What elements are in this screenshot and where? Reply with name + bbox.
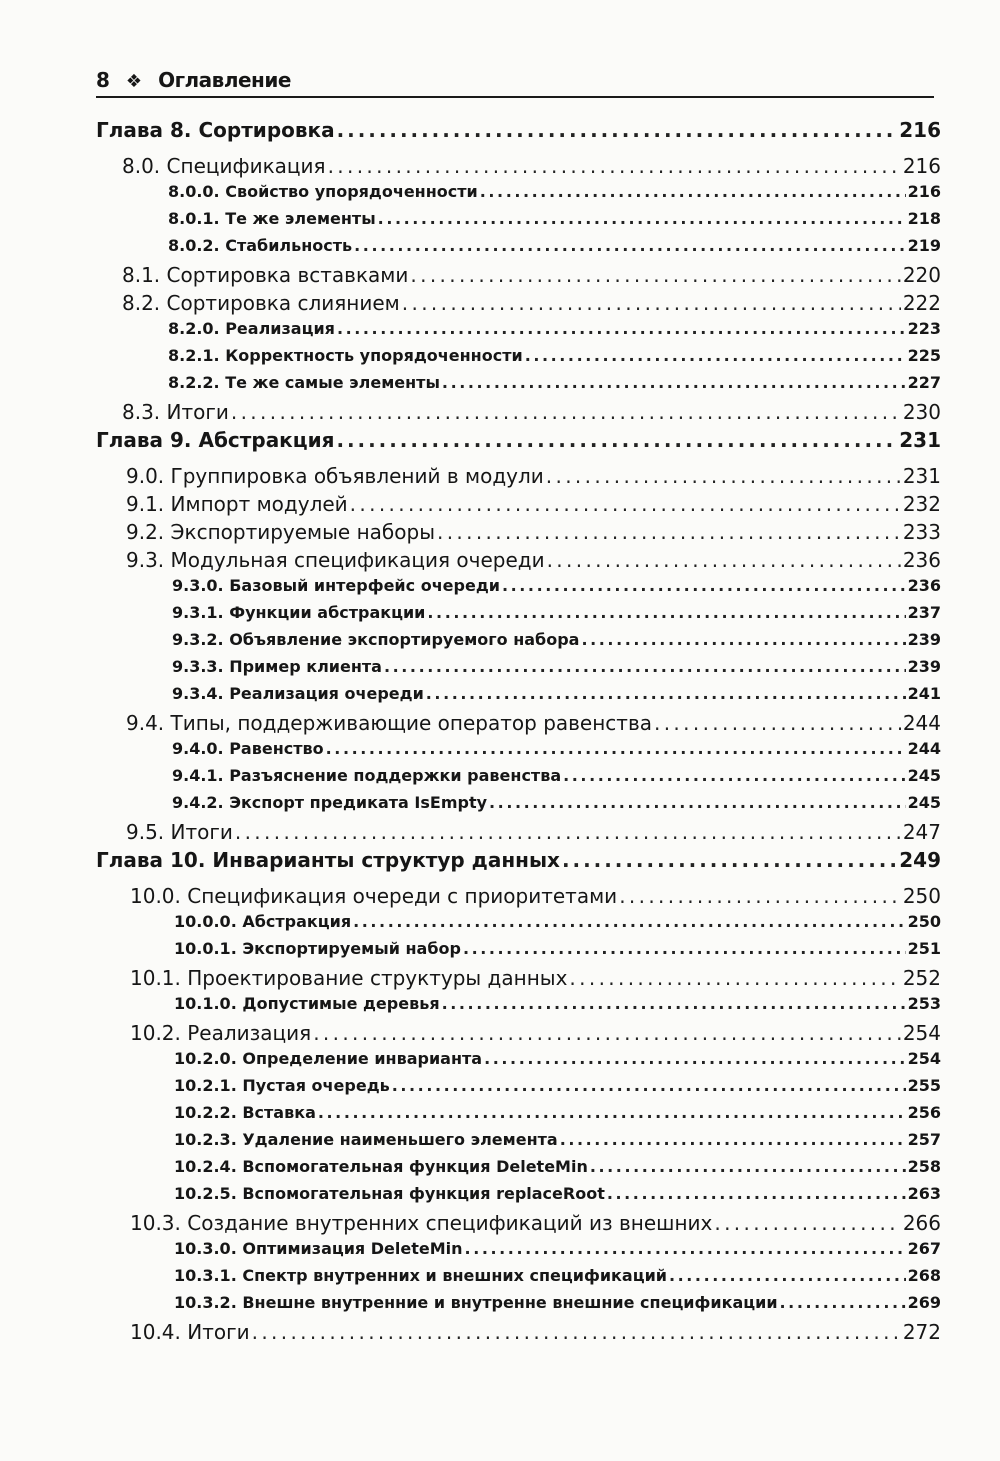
toc-entry-title: 9.3.1. Функции абстракции xyxy=(172,603,426,622)
toc-entry-title: 10.0.1. Экспортируемый набор xyxy=(174,939,461,958)
toc-entry-title: 8.2. Сортировка слиянием xyxy=(122,291,400,315)
toc-entry-page: 244 xyxy=(907,739,941,758)
toc-chapter-entry xyxy=(96,118,941,154)
toc-subsection-entry xyxy=(96,1076,941,1103)
toc-entry-title: 9.4.2. Экспорт предиката IsEmpty xyxy=(172,793,488,812)
toc-entry-title: 10.2.4. Вспомогательная функция DeleteMin xyxy=(174,1157,588,1176)
toc-subsection-entry xyxy=(96,1049,941,1076)
toc-section-entry xyxy=(96,400,941,428)
toc-entry-page: 236 xyxy=(902,548,941,572)
toc-entry-title: 10.2. Реализация xyxy=(130,1021,312,1045)
toc-entry-title: 10.0.0. Абстракция xyxy=(174,912,352,931)
dot-leader xyxy=(442,373,906,392)
toc-entry-page: 250 xyxy=(907,912,941,931)
toc-section-entry xyxy=(96,548,941,576)
toc-entry-title: Глава 8. Сортировка xyxy=(96,118,335,142)
dot-leader xyxy=(402,291,901,315)
dot-leader xyxy=(328,154,901,178)
toc-entry-title: 9.3. Модульная спецификация очереди xyxy=(126,548,545,572)
toc-subsection-entry xyxy=(96,1239,941,1266)
toc-entry-page: 253 xyxy=(907,994,941,1013)
dot-leader xyxy=(465,1239,906,1258)
toc-entry-title: 8.0. Спецификация xyxy=(122,154,326,178)
toc-entry-title: 9.0. Группировка объявлений в модули xyxy=(126,464,544,488)
toc-section-entry xyxy=(96,1320,941,1348)
dot-leader xyxy=(619,884,901,908)
toc-entry-title: 9.5. Итоги xyxy=(126,820,233,844)
toc-section-entry xyxy=(96,263,941,291)
toc-entry-page: 236 xyxy=(907,576,941,595)
dot-leader xyxy=(410,263,900,287)
toc-section-entry xyxy=(96,884,941,912)
toc-entry-title: 8.0.0. Свойство упорядоченности xyxy=(168,182,478,201)
toc-entry-title: 9.3.4. Реализация очереди xyxy=(172,684,424,703)
dot-leader xyxy=(337,118,898,142)
toc-entry-page: 257 xyxy=(907,1130,941,1149)
dot-leader xyxy=(442,994,906,1013)
dot-leader xyxy=(484,1049,905,1068)
toc-subsection-entry xyxy=(96,603,941,630)
dot-leader xyxy=(326,739,906,758)
toc-subsection-entry xyxy=(96,319,941,346)
toc-subsection-entry xyxy=(96,939,941,966)
toc-entry-page: 239 xyxy=(907,657,941,676)
toc-entry-title: 8.2.1. Корректность упорядоченности xyxy=(168,346,523,365)
toc-entry-page: 250 xyxy=(902,884,941,908)
dot-leader xyxy=(581,630,905,649)
dot-leader xyxy=(780,1293,906,1312)
toc-entry-page: 225 xyxy=(907,346,941,365)
dot-leader xyxy=(714,1211,900,1235)
dot-leader xyxy=(669,1266,906,1285)
toc-entry-title: Глава 10. Инварианты структур данных xyxy=(96,848,560,872)
toc-entry-title: 10.4. Итоги xyxy=(130,1320,250,1344)
dot-leader xyxy=(231,400,901,424)
dot-leader xyxy=(547,548,901,572)
toc-entry-page: 216 xyxy=(902,154,941,178)
toc-section-entry xyxy=(96,966,941,994)
toc-entry-page: 218 xyxy=(907,209,941,228)
toc-entry-page: 239 xyxy=(907,630,941,649)
toc-entry-title: 10.3.0. Оптимизация DeleteMin xyxy=(174,1239,463,1258)
toc-subsection-entry xyxy=(96,994,941,1021)
toc-subsection-entry xyxy=(96,1103,941,1130)
dot-leader xyxy=(426,684,906,703)
toc-entry-page: 227 xyxy=(907,373,941,392)
toc-chapter-entry xyxy=(96,848,941,884)
toc-entry-page: 272 xyxy=(902,1320,941,1344)
toc-entry-page: 266 xyxy=(902,1211,941,1235)
toc-section-entry xyxy=(96,820,941,848)
toc-section-entry xyxy=(96,492,941,520)
toc-subsection-entry xyxy=(96,739,941,766)
toc-entry-title: 9.4.0. Равенство xyxy=(172,739,324,758)
toc-subsection-entry xyxy=(96,209,941,236)
toc-entry-title: 9.3.2. Объявление экспортируемого набора xyxy=(172,630,580,649)
toc-entry-page: 231 xyxy=(902,464,941,488)
dot-leader xyxy=(502,576,906,595)
toc-entry-title: 8.0.2. Стабильность xyxy=(168,236,353,255)
dot-leader xyxy=(427,603,905,622)
toc-subsection-entry xyxy=(96,182,941,209)
page-number: 8 xyxy=(96,68,110,92)
toc-entry-title: 8.1. Сортировка вставками xyxy=(122,263,409,287)
toc-entry-page: 244 xyxy=(902,711,941,735)
toc-entry-page: 255 xyxy=(907,1076,941,1095)
toc-entry-title: 9.3.0. Базовый интерфейс очереди xyxy=(172,576,500,595)
dot-leader xyxy=(336,428,897,452)
toc-subsection-entry xyxy=(96,1293,941,1320)
toc-entry-page: 231 xyxy=(899,428,941,452)
toc-subsection-entry xyxy=(96,657,941,684)
dot-leader xyxy=(350,492,901,516)
dot-leader xyxy=(384,657,906,676)
toc-subsection-entry xyxy=(96,684,941,711)
toc-entry-title: 10.3. Создание внутренних спецификаций из внешних xyxy=(130,1211,713,1235)
toc-entry-page: 233 xyxy=(902,520,941,544)
toc-subsection-entry xyxy=(96,373,941,400)
toc-entry-page: 245 xyxy=(907,793,941,812)
dot-leader xyxy=(590,1157,906,1176)
dot-leader xyxy=(563,766,905,785)
dot-leader xyxy=(318,1103,906,1122)
toc-entry-page: 268 xyxy=(907,1266,941,1285)
toc-entry-title: 10.2.3. Удаление наименьшего элемента xyxy=(174,1130,558,1149)
toc-section-entry xyxy=(96,464,941,492)
toc-entry-page: 232 xyxy=(902,492,941,516)
dot-leader xyxy=(235,820,901,844)
toc-section-entry xyxy=(96,520,941,548)
toc-entry-title: 10.0. Спецификация очереди с приоритетами xyxy=(130,884,618,908)
dot-leader xyxy=(252,1320,901,1344)
toc-section-entry xyxy=(96,154,941,182)
toc-entry-page: 251 xyxy=(907,939,941,958)
dot-leader xyxy=(354,236,905,255)
toc-entry-title: 10.1. Проектирование структуры данных xyxy=(130,966,568,990)
toc-section-entry xyxy=(96,1211,941,1239)
dot-leader xyxy=(313,1021,901,1045)
toc-subsection-entry xyxy=(96,1130,941,1157)
toc-entry-page: 230 xyxy=(902,400,941,424)
toc-entry-page: 216 xyxy=(907,182,941,201)
toc-entry-title: 9.2. Экспортируемые наборы xyxy=(126,520,435,544)
dot-leader xyxy=(560,1130,906,1149)
toc-entry-page: 249 xyxy=(899,848,941,872)
toc-entry-title: 10.2.5. Вспомогательная функция replaceRoot xyxy=(174,1184,605,1203)
toc-entry-title: 8.2.0. Реализация xyxy=(168,319,335,338)
toc-entry-page: 256 xyxy=(907,1103,941,1122)
dot-leader xyxy=(437,520,901,544)
toc-subsection-entry xyxy=(96,236,941,263)
toc-entry-title: 9.1. Импорт модулей xyxy=(126,492,348,516)
dot-leader xyxy=(569,966,900,990)
toc-entry-page: 267 xyxy=(907,1239,941,1258)
table-of-contents xyxy=(96,118,941,1348)
toc-subsection-entry xyxy=(96,793,941,820)
toc-chapter-entry xyxy=(96,428,941,464)
dot-leader xyxy=(607,1184,906,1203)
toc-entry-title: 10.2.2. Вставка xyxy=(174,1103,316,1122)
dot-leader xyxy=(392,1076,906,1095)
toc-entry-page: 252 xyxy=(902,966,941,990)
dot-leader xyxy=(562,848,897,872)
toc-entry-title: 10.2.0. Определение инварианта xyxy=(174,1049,483,1068)
dot-leader xyxy=(654,711,901,735)
dot-leader xyxy=(463,939,906,958)
toc-subsection-entry xyxy=(96,346,941,373)
toc-entry-title: 9.4. Типы, поддерживающие оператор равенства xyxy=(126,711,652,735)
toc-entry-title: 8.0.1. Те же элементы xyxy=(168,209,376,228)
dot-leader xyxy=(378,209,906,228)
toc-subsection-entry xyxy=(96,1157,941,1184)
toc-entry-title: 10.1.0. Допустимые деревья xyxy=(174,994,440,1013)
toc-subsection-entry xyxy=(96,1266,941,1293)
toc-entry-page: 223 xyxy=(907,319,941,338)
toc-subsection-entry xyxy=(96,630,941,657)
toc-entry-title: 9.3.3. Пример клиента xyxy=(172,657,382,676)
dot-leader xyxy=(546,464,901,488)
four-diamond-icon: ❖ xyxy=(125,71,143,92)
toc-entry-page: 216 xyxy=(899,118,941,142)
toc-subsection-entry xyxy=(96,1184,941,1211)
toc-entry-page: 263 xyxy=(907,1184,941,1203)
dot-leader xyxy=(489,793,906,812)
toc-section-entry xyxy=(96,711,941,739)
toc-section-entry xyxy=(96,291,941,319)
toc-entry-title: 8.3. Итоги xyxy=(122,400,229,424)
running-header xyxy=(96,66,934,98)
dot-leader xyxy=(525,346,906,365)
toc-entry-page: 220 xyxy=(902,263,941,287)
toc-entry-page: 222 xyxy=(902,291,941,315)
toc-entry-title: Глава 9. Абстракция xyxy=(96,428,335,452)
toc-entry-title: 8.2.2. Те же самые элементы xyxy=(168,373,440,392)
toc-entry-page: 245 xyxy=(907,766,941,785)
dot-leader xyxy=(480,182,906,201)
toc-entry-page: 237 xyxy=(907,603,941,622)
toc-subsection-entry xyxy=(96,576,941,603)
toc-entry-title: 9.4.1. Разъяснение поддержки равенства xyxy=(172,766,562,785)
toc-subsection-entry xyxy=(96,912,941,939)
dot-leader xyxy=(337,319,906,338)
toc-section-entry xyxy=(96,1021,941,1049)
toc-entry-page: 247 xyxy=(902,820,941,844)
toc-entry-page: 219 xyxy=(907,236,941,255)
running-header-title: Оглавление xyxy=(158,68,291,92)
toc-entry-title: 10.3.1. Спектр внутренних и внешних спецификаций xyxy=(174,1266,667,1285)
toc-entry-page: 254 xyxy=(902,1021,941,1045)
toc-entry-page: 258 xyxy=(907,1157,941,1176)
toc-subsection-entry xyxy=(96,766,941,793)
toc-entry-page: 269 xyxy=(907,1293,941,1312)
toc-entry-title: 10.2.1. Пустая очередь xyxy=(174,1076,390,1095)
toc-entry-page: 241 xyxy=(907,684,941,703)
toc-entry-title: 10.3.2. Внешне внутренние и внутренне внешние спецификации xyxy=(174,1293,778,1312)
toc-entry-page: 254 xyxy=(907,1049,941,1068)
dot-leader xyxy=(353,912,905,931)
